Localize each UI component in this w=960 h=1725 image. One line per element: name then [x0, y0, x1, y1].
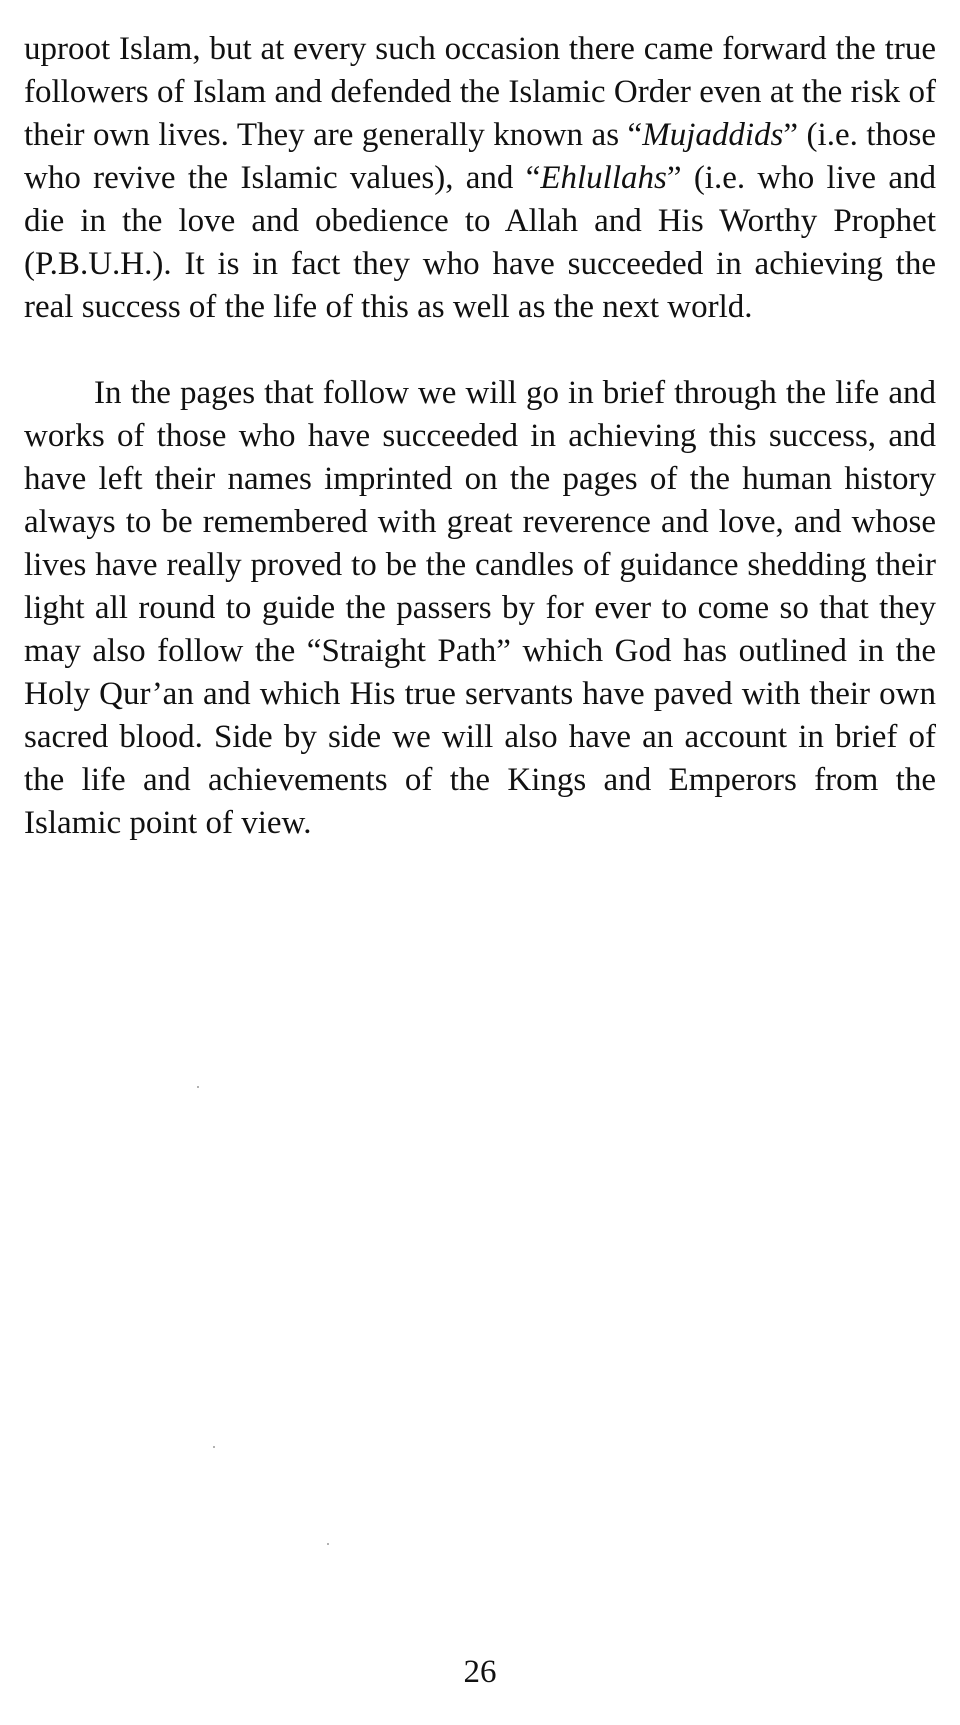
- page-body: [24, 28, 936, 845]
- paragraph-1-text-a: uproot Islam, but at every such occasion there came forward the true followers of Islam and defended the Islamic Order even at the risk of their own lives. They are generally known as “: [24, 31, 936, 153]
- paragraph-2: In the pages that follow we will go in brief through the life and works of those who have succeeded in achieving this success, and have left their names imprinted on the pages of the human history always to be remembered with great reverence and love, and whose lives have really proved to be the candles of guidance shedding their light all round to guide the passers by for ever to come so that they may also follow the “Straight Path” which God has outlined in the Holy Qur’an and which His true servants have paved with their own sacred blood. Side by side we will also have an account in brief of the life and achievements of the Kings and Emperors from the Islamic point of view.: [24, 375, 936, 841]
- paragraph-1: [24, 28, 936, 329]
- paragraph-1-text-c: ” (i.e. who live and die in the love and obedience to Allah and His Worthy Prophet (P.B.U.H.). It is in fact they who have succeeded in achieving the real success of the life of this as well as the next world.: [24, 160, 936, 325]
- scan-speck: [197, 1086, 199, 1088]
- term-mujaddids: Mujaddids: [642, 117, 784, 153]
- page-number: 26: [463, 1654, 497, 1690]
- scan-speck: [327, 1543, 329, 1545]
- term-ehlullahs: Ehlullahs: [540, 160, 667, 196]
- scan-speck: [213, 1446, 215, 1448]
- paragraph-1-text-b: ” (i.e. those who revive the Islamic values), and “: [24, 117, 937, 196]
